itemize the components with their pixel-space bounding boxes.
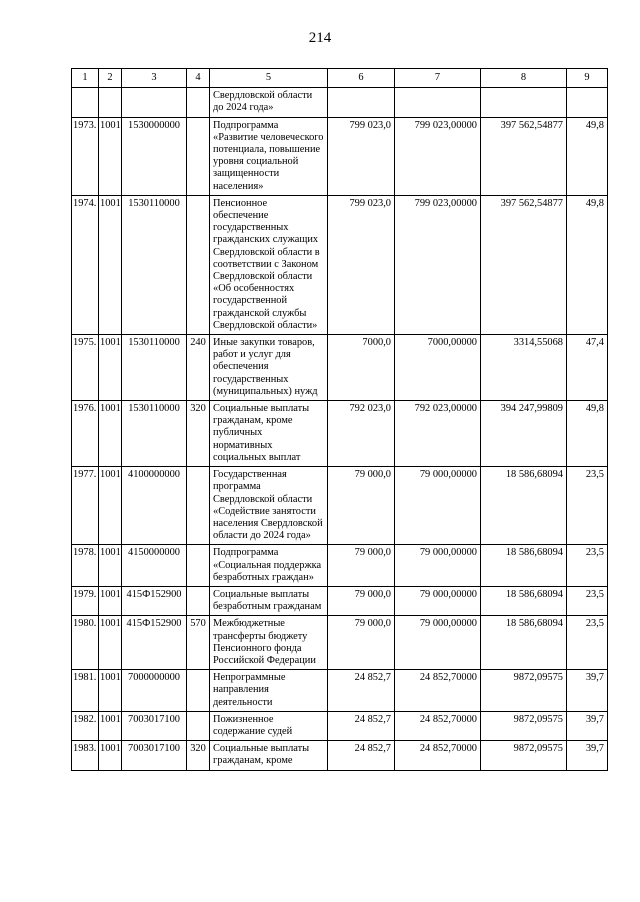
cell-expense-type: 240: [187, 335, 210, 401]
page-number: 214: [308, 30, 332, 46]
cell-executed: 18 586,68094: [481, 616, 567, 670]
cell-section: 1001: [99, 117, 122, 195]
cell-refined-plan: 79 000,00000: [395, 467, 481, 545]
cell-number: 1982.: [72, 711, 99, 740]
column-number: 7: [395, 69, 481, 88]
cell-empty: [481, 88, 567, 117]
table-row: [72, 401, 608, 467]
cell-number: 1974.: [72, 195, 99, 334]
table-row: [72, 741, 608, 770]
cell-executed: 18 586,68094: [481, 545, 567, 587]
cell-plan: 24 852,7: [328, 670, 395, 712]
cell-refined-plan: 799 023,00000: [395, 195, 481, 334]
cell-empty: [72, 88, 99, 117]
cell-executed: 397 562,54877: [481, 117, 567, 195]
cell-expense-type: [187, 670, 210, 712]
column-number: 2: [99, 69, 122, 88]
cell-name: Социальные выплаты безработным гражданам: [210, 586, 328, 615]
table-row: [72, 586, 608, 615]
cell-empty: [99, 88, 122, 117]
cell-refined-plan: 24 852,70000: [395, 670, 481, 712]
cell-percent: 23,5: [567, 545, 608, 587]
cell-section: 1001: [99, 586, 122, 615]
cell-number: 1979.: [72, 586, 99, 615]
table-row: [72, 670, 608, 712]
continuation-row: [72, 88, 608, 117]
cell-name: Межбюджетные трансферты бюджету Пенсионного фонда Российской Федерации: [210, 616, 328, 670]
cell-plan: 79 000,0: [328, 467, 395, 545]
table-row: [72, 467, 608, 545]
cell-section: 1001: [99, 741, 122, 770]
cell-percent: 23,5: [567, 467, 608, 545]
cell-expense-type: [187, 117, 210, 195]
cell-name: Пожизненное содержание судей: [210, 711, 328, 740]
cell-percent: 49,8: [567, 117, 608, 195]
cell-number: 1983.: [72, 741, 99, 770]
cell-refined-plan: 79 000,00000: [395, 545, 481, 587]
cell-percent: 39,7: [567, 711, 608, 740]
cell-section: 1001: [99, 401, 122, 467]
cell-number: 1975.: [72, 335, 99, 401]
cell-expense-type: [187, 711, 210, 740]
cell-plan: 799 023,0: [328, 117, 395, 195]
cell-target-code: 1530000000: [122, 117, 187, 195]
cell-section: 1001: [99, 711, 122, 740]
cell-target-code: 7003017100: [122, 741, 187, 770]
cell-plan: 799 023,0: [328, 195, 395, 334]
cell-plan: 79 000,0: [328, 586, 395, 615]
cell-number: 1976.: [72, 401, 99, 467]
cell-plan: 7000,0: [328, 335, 395, 401]
cell-plan: 792 023,0: [328, 401, 395, 467]
cell-section: 1001: [99, 335, 122, 401]
cell-empty: [122, 88, 187, 117]
cell-name: Социальные выплаты гражданам, кроме: [210, 741, 328, 770]
cell-number: 1977.: [72, 467, 99, 545]
cell-refined-plan: 799 023,00000: [395, 117, 481, 195]
cell-executed: 394 247,99809: [481, 401, 567, 467]
cell-section: 1001: [99, 545, 122, 587]
cell-section: 1001: [99, 670, 122, 712]
cell-name: Подпрограмма «Социальная поддержка безработных граждан»: [210, 545, 328, 587]
cell-target-code: 415Ф152900: [122, 586, 187, 615]
table-row: [72, 616, 608, 670]
cell-percent: 23,5: [567, 586, 608, 615]
table-row: [72, 711, 608, 740]
cell-target-code: 1530110000: [122, 195, 187, 334]
cell-expense-type: 570: [187, 616, 210, 670]
cell-expense-type: [187, 545, 210, 587]
cell-number: 1981.: [72, 670, 99, 712]
cell-expense-type: 320: [187, 401, 210, 467]
cell-target-code: 1530110000: [122, 401, 187, 467]
cell-plan: 24 852,7: [328, 711, 395, 740]
cell-number: 1978.: [72, 545, 99, 587]
cell-executed: 9872,09575: [481, 741, 567, 770]
cell-empty: [187, 88, 210, 117]
cell-executed: 3314,55068: [481, 335, 567, 401]
cell-section: 1001: [99, 616, 122, 670]
column-number: 4: [187, 69, 210, 88]
cell-target-code: 7003017100: [122, 711, 187, 740]
cell-percent: 49,8: [567, 195, 608, 334]
cell-name: Подпрограмма «Развитие человеческого потенциала, повышение уровня социальной защищенности населения»: [210, 117, 328, 195]
cell-empty: [567, 88, 608, 117]
column-number: 9: [567, 69, 608, 88]
cell-refined-plan: 79 000,00000: [395, 616, 481, 670]
cell-refined-plan: 792 023,00000: [395, 401, 481, 467]
cell-executed: 9872,09575: [481, 711, 567, 740]
column-number: 1: [72, 69, 99, 88]
cell-target-code: 4150000000: [122, 545, 187, 587]
cell-empty: [395, 88, 481, 117]
cell-executed: 18 586,68094: [481, 586, 567, 615]
cell-name: Непрограммные направления деятельности: [210, 670, 328, 712]
cell-section: 1001: [99, 467, 122, 545]
cell-executed: 18 586,68094: [481, 467, 567, 545]
cell-refined-plan: 24 852,70000: [395, 741, 481, 770]
cell-plan: 79 000,0: [328, 545, 395, 587]
cell-executed: 9872,09575: [481, 670, 567, 712]
cell-target-code: 4100000000: [122, 467, 187, 545]
cell-name: Пенсионное обеспечение государственных гражданских служащих Свердловской области в соответствии с Законом Свердловской области «Об особенностях государственной гражданской службы Свердловской области»: [210, 195, 328, 334]
column-number: 6: [328, 69, 395, 88]
cell-refined-plan: 7000,00000: [395, 335, 481, 401]
cell-percent: 49,8: [567, 401, 608, 467]
cell-name: Социальные выплаты гражданам, кроме публичных нормативных социальных выплат: [210, 401, 328, 467]
cell-percent: 47,4: [567, 335, 608, 401]
cell-name: Иные закупки товаров, работ и услуг для обеспечения государственных (муниципальных) нужд: [210, 335, 328, 401]
column-number: 8: [481, 69, 567, 88]
cell-number: 1980.: [72, 616, 99, 670]
cell-expense-type: [187, 467, 210, 545]
cell-number: 1973.: [72, 117, 99, 195]
cell-refined-plan: 24 852,70000: [395, 711, 481, 740]
table-row: [72, 117, 608, 195]
cell-plan: 79 000,0: [328, 616, 395, 670]
cell-percent: 23,5: [567, 616, 608, 670]
cell-plan: 24 852,7: [328, 741, 395, 770]
cell-executed: 397 562,54877: [481, 195, 567, 334]
cell-percent: 39,7: [567, 670, 608, 712]
cell-name: Свердловской области до 2024 года»: [210, 88, 328, 117]
column-number-row: [72, 69, 608, 88]
table-row: [72, 545, 608, 587]
table-row: [72, 335, 608, 401]
column-number: 5: [210, 69, 328, 88]
budget-table: [71, 68, 608, 771]
cell-target-code: 7000000000: [122, 670, 187, 712]
cell-name: Государственная программа Свердловской области «Содействие занятости населения Свердловской области до 2024 года»: [210, 467, 328, 545]
cell-expense-type: [187, 586, 210, 615]
cell-target-code: 415Ф152900: [122, 616, 187, 670]
cell-section: 1001: [99, 195, 122, 334]
cell-expense-type: [187, 195, 210, 334]
cell-expense-type: 320: [187, 741, 210, 770]
table-row: [72, 195, 608, 334]
cell-percent: 39,7: [567, 741, 608, 770]
cell-empty: [328, 88, 395, 117]
cell-target-code: 1530110000: [122, 335, 187, 401]
cell-refined-plan: 79 000,00000: [395, 586, 481, 615]
column-number: 3: [122, 69, 187, 88]
